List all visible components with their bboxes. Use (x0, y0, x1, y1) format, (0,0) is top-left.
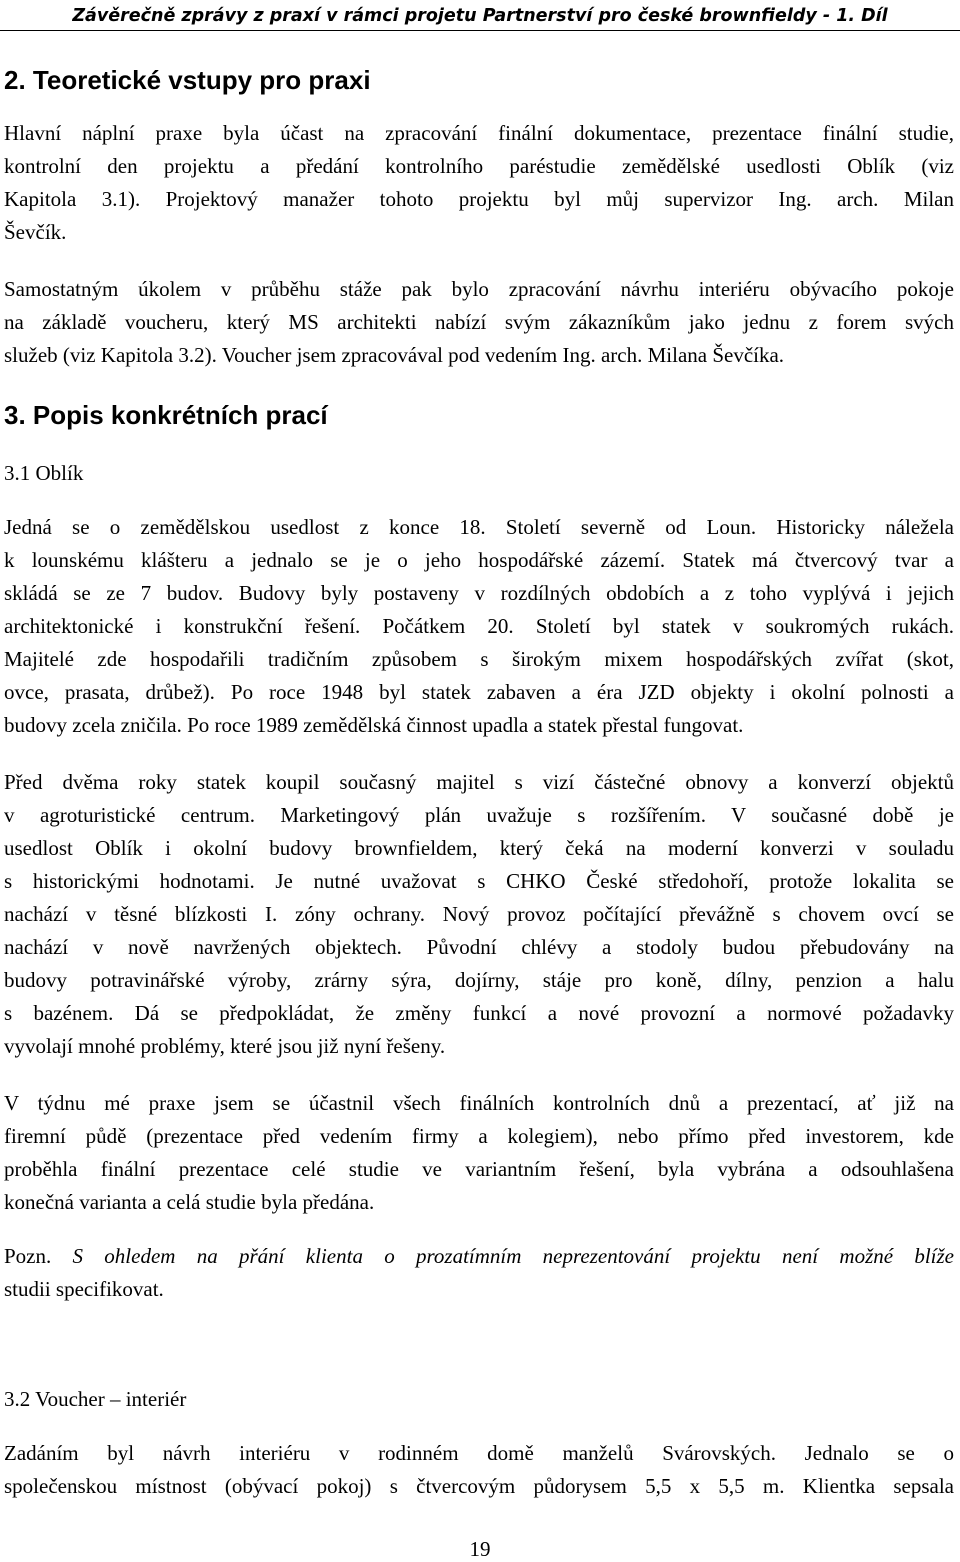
text-line: na základě voucheru, který MS architekti nabízí svým zákazníkům jako jednu z forem svých (4, 310, 954, 334)
text-line: Před dvěma roky statek koupil současný majitel s vizí částečné obnovy a konverzí objektů (4, 770, 954, 794)
oblik-paragraph-2 (4, 766, 954, 1063)
note-text: S ohledem na přání klienta o prozatímním neprezentování projektu není možné blíže (72, 1244, 954, 1268)
text-line: Zadáním byl návrh interiéru v rodinném domě manželů Svárovských. Jednalo se o (4, 1441, 954, 1465)
text-line: konečná varianta a celá studie byla předána. (4, 1190, 375, 1214)
section-2-paragraph-1 (4, 117, 954, 249)
oblik-paragraph-3 (4, 1087, 954, 1219)
subsection-3-1-heading: 3.1 Oblík (4, 461, 84, 485)
text-line: kontrolní den projektu a předání kontrolního paréstudie zemědělské usedlosti Oblík (viz (4, 154, 954, 178)
text-line: budovy potravinářské výroby, zrárny sýra, dojírny, stáje pro koně, dílny, penzion a halu (4, 968, 954, 992)
text-line: Samostatným úkolem v průběhu stáže pak bylo zpracování návrhu interiéru obývacího pokoje (4, 277, 954, 301)
oblik-paragraph-1 (4, 511, 954, 742)
page-number: 19 (469, 1537, 491, 1561)
text-line: Hlavní náplní praxe byla účast na zpracování finální dokumentace, prezentace finální studie, (4, 121, 954, 145)
text-line: budovy zcela zničila. Po roce 1989 zemědělská činnost upadla a statek přestal fungovat. (4, 713, 744, 737)
text-line: V týdnu mé praxe jsem se účastnil všech finálních kontrolních dnů a prezentací, ať již na (4, 1091, 954, 1115)
section-2-paragraph-2 (4, 273, 954, 372)
text-line: proběhla finální prezentace celé studie ve variantním řešení, byla vybrána a odsouhlašena (4, 1157, 954, 1181)
text-line: Majitelé zde hospodařili tradičním způsobem s širokým mixem hospodářských zvířat (skot, (4, 647, 954, 671)
running-header: Závěrečně zprávy z praxí v rámci projetu Partnerství pro české brownfieldy - 1. Díl (72, 6, 888, 26)
text-line: architektonické i konstrukční řešení. Počátkem 20. Století byl statek v soukromých rukách. (4, 614, 954, 638)
header-divider (0, 30, 960, 31)
text-line (4, 1240, 954, 1273)
text-line: s historickými hodnotami. Je nutné uvažovat s CHKO České středohoří, protože lokalita se (4, 869, 954, 893)
oblik-note (4, 1240, 954, 1306)
text-line: Ševčík. (4, 220, 67, 244)
text-line: Jedná se o zemědělskou usedlost z konce 18. Století severně od Loun. Historicky náležela (4, 515, 954, 539)
text-line: v agroturistické centrum. Marketingový plán uvažuje s rozšířením. V současné době je (4, 803, 954, 827)
text-line: k lounskému klášteru a jednalo se je o jeho hospodářské zázemí. Statek má čtvercový tvar a (4, 548, 954, 572)
text-line: nachází v nově navržených objektech. Původní chlévy a stodoly budou přebudovány na (4, 935, 954, 959)
text-line: firemní půdě (prezentace před vedením firmy a kolegiem), nebo přímo před investorem, kde (4, 1124, 954, 1148)
text-line: usedlost Oblík i okolní budovy brownfieldem, který čeká na moderní konverzi v souladu (4, 836, 954, 860)
text-line: společenskou místnost (obývací pokoj) s čtvercovým půdorysem 5,5 x 5,5 m. Klientka sepsala (4, 1474, 954, 1498)
voucher-paragraph-1 (4, 1437, 954, 1503)
note-prefix: Pozn. (4, 1244, 52, 1268)
text-line: vyvolají mnohé problémy, které jsou již nyní řešeny. (4, 1034, 446, 1058)
subsection-3-2-heading: 3.2 Voucher – interiér (4, 1387, 187, 1411)
text-line: služeb (viz Kapitola 3.2). Voucher jsem zpracovával pod vedením Ing. arch. Milana Ševčíka. (4, 343, 785, 367)
text-line: studii specifikovat. (4, 1277, 164, 1301)
text-line: ovce, prasata, drůbež). Po roce 1948 byl statek zabaven a éra JZD objekty i okolní polnosti a (4, 680, 954, 704)
section-2-heading: 2. Teoretické vstupy pro praxi (4, 65, 371, 95)
text-line: Kapitola 3.1). Projektový manažer tohoto projektu byl můj supervizor Ing. arch. Milan (4, 187, 954, 211)
text-line: s bazénem. Dá se předpokládat, že změny funkcí a nové provozní a normové požadavky (4, 1001, 954, 1025)
text-line: nachází v těsné blízkosti I. zóny ochrany. Nový provoz počítající převážně s chovem ovcí se (4, 902, 954, 926)
text-line: skládá se ze 7 budov. Budovy byly postaveny v rozdílných obdobích a z toho vyplývá i jejich (4, 581, 954, 605)
section-3-heading: 3. Popis konkrétních prací (4, 400, 328, 430)
